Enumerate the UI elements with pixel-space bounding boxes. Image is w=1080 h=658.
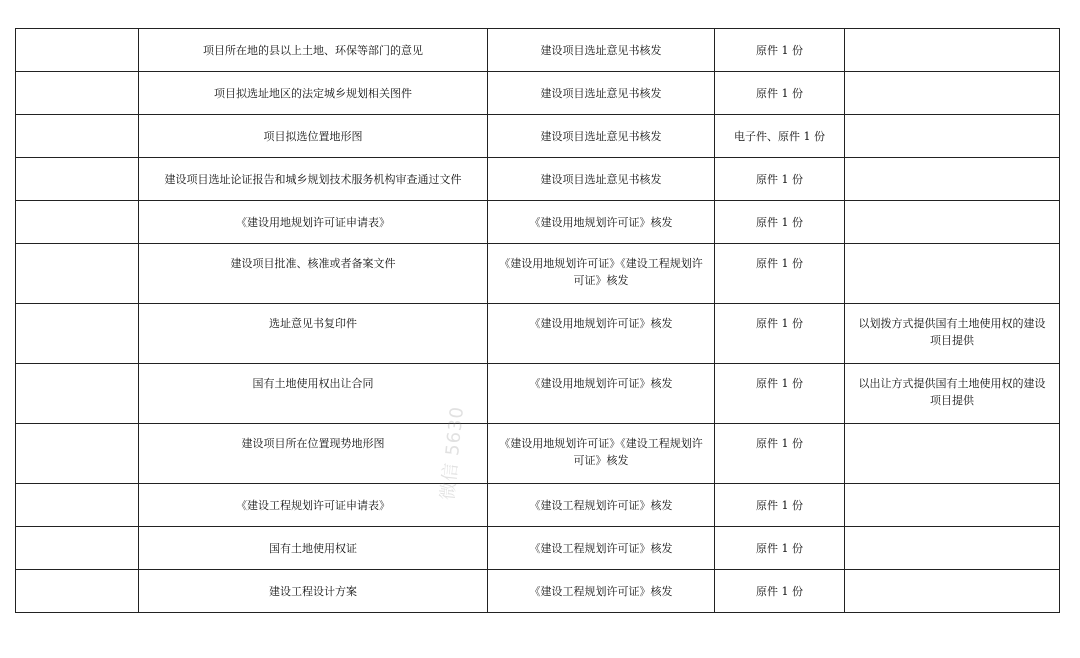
blank-cell — [16, 424, 139, 484]
material-cell: 建设项目所在位置现势地形图 — [139, 424, 488, 484]
blank-cell — [16, 364, 139, 424]
blank-cell — [16, 484, 139, 527]
stage-cell: 《建设用地规划许可证》核发 — [488, 201, 715, 244]
form-cell: 原件 1 份 — [715, 29, 845, 72]
note-cell — [845, 424, 1060, 484]
stage-cell: 《建设工程规划许可证》核发 — [488, 570, 715, 613]
form-cell: 原件 1 份 — [715, 527, 845, 570]
stage-cell: 《建设用地规划许可证》《建设工程规划许可证》核发 — [488, 244, 715, 304]
watermark: 微信 5630 — [437, 405, 469, 502]
material-cell: 建设项目选址论证报告和城乡规划技术服务机构审查通过文件 — [139, 158, 488, 201]
form-cell: 原件 1 份 — [715, 244, 845, 304]
note-cell — [845, 484, 1060, 527]
note-cell: 以出让方式提供国有土地使用权的建设项目提供 — [845, 364, 1060, 424]
stage-cell: 建设项目选址意见书核发 — [488, 29, 715, 72]
form-cell: 电子件、原件 1 份 — [715, 115, 845, 158]
form-cell: 原件 1 份 — [715, 72, 845, 115]
material-cell: 《建设工程规划许可证申请表》 — [139, 484, 488, 527]
blank-cell — [16, 29, 139, 72]
form-cell: 原件 1 份 — [715, 364, 845, 424]
blank-cell — [16, 570, 139, 613]
materials-table — [15, 28, 1060, 613]
form-cell: 原件 1 份 — [715, 424, 845, 484]
stage-cell: 《建设工程规划许可证》核发 — [488, 527, 715, 570]
stage-cell: 建设项目选址意见书核发 — [488, 72, 715, 115]
note-cell — [845, 244, 1060, 304]
material-cell: 选址意见书复印件 — [139, 304, 488, 364]
note-cell — [845, 29, 1060, 72]
form-cell: 原件 1 份 — [715, 304, 845, 364]
stage-cell: 建设项目选址意见书核发 — [488, 115, 715, 158]
material-cell: 建设项目批准、核准或者备案文件 — [139, 244, 488, 304]
table-row — [16, 158, 1060, 201]
table-row — [16, 244, 1060, 304]
note-cell: 以划拨方式提供国有土地使用权的建设项目提供 — [845, 304, 1060, 364]
stage-cell: 《建设用地规划许可证》《建设工程规划许可证》核发 — [488, 424, 715, 484]
blank-cell — [16, 115, 139, 158]
table-row — [16, 304, 1060, 364]
note-cell — [845, 570, 1060, 613]
form-cell: 原件 1 份 — [715, 484, 845, 527]
form-cell: 原件 1 份 — [715, 201, 845, 244]
material-cell: 项目拟选址地区的法定城乡规划相关图件 — [139, 72, 488, 115]
table-row — [16, 484, 1060, 527]
blank-cell — [16, 244, 139, 304]
note-cell — [845, 72, 1060, 115]
blank-cell — [16, 527, 139, 570]
table-row — [16, 115, 1060, 158]
stage-cell: 建设项目选址意见书核发 — [488, 158, 715, 201]
note-cell — [845, 527, 1060, 570]
blank-cell — [16, 158, 139, 201]
form-cell: 原件 1 份 — [715, 158, 845, 201]
note-cell — [845, 201, 1060, 244]
material-cell: 《建设用地规划许可证申请表》 — [139, 201, 488, 244]
blank-cell — [16, 72, 139, 115]
form-cell: 原件 1 份 — [715, 570, 845, 613]
material-cell: 国有土地使用权证 — [139, 527, 488, 570]
material-cell: 建设工程设计方案 — [139, 570, 488, 613]
material-cell: 项目所在地的县以上土地、环保等部门的意见 — [139, 29, 488, 72]
table-row — [16, 364, 1060, 424]
blank-cell — [16, 201, 139, 244]
table-row — [16, 570, 1060, 613]
stage-cell: 《建设工程规划许可证》核发 — [488, 484, 715, 527]
table-row — [16, 201, 1060, 244]
table-row — [16, 527, 1060, 570]
note-cell — [845, 158, 1060, 201]
note-cell — [845, 115, 1060, 158]
table-row — [16, 72, 1060, 115]
stage-cell: 《建设用地规划许可证》核发 — [488, 304, 715, 364]
table-row — [16, 424, 1060, 484]
material-cell: 国有土地使用权出让合同 — [139, 364, 488, 424]
table-row — [16, 29, 1060, 72]
stage-cell: 《建设用地规划许可证》核发 — [488, 364, 715, 424]
blank-cell — [16, 304, 139, 364]
material-cell: 项目拟选位置地形图 — [139, 115, 488, 158]
